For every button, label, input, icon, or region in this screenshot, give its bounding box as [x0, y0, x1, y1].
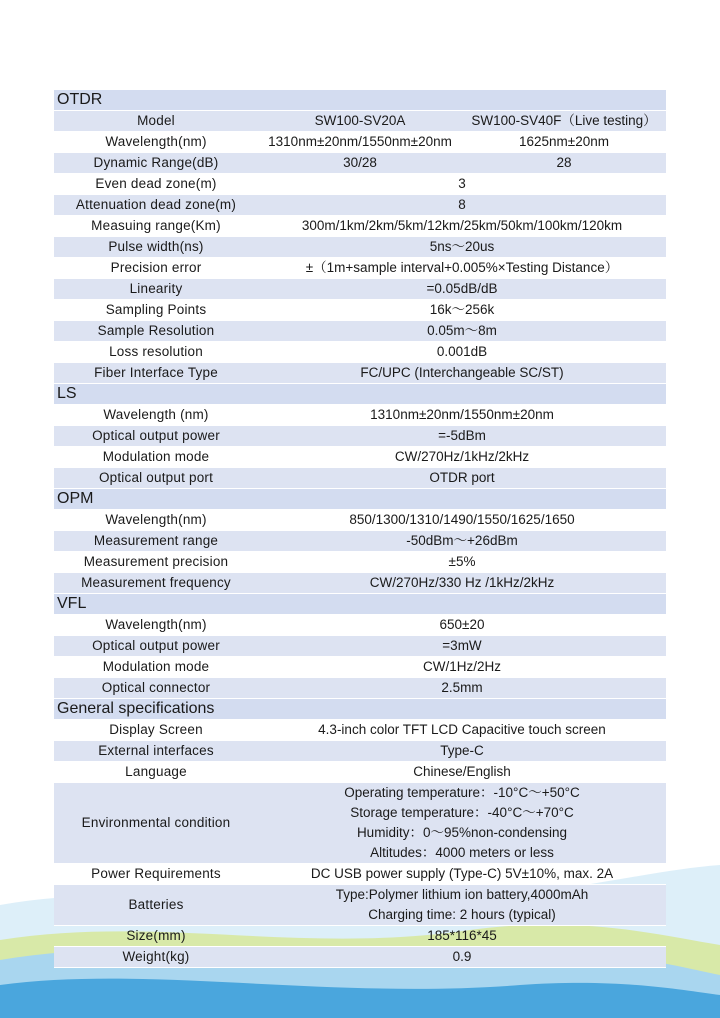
row-value: =3mW	[258, 636, 666, 657]
row-label: Linearity	[54, 279, 258, 300]
row-value: OTDR port	[258, 468, 666, 489]
row-label: Optical output power	[54, 636, 258, 657]
row-value: 0.9	[258, 947, 666, 968]
row-label: Sample Resolution	[54, 321, 258, 342]
row-label: Optical output port	[54, 468, 258, 489]
row-value: 0.001dB	[258, 342, 666, 363]
table-row	[54, 300, 666, 321]
row-label: Environmental condition	[54, 783, 258, 864]
table-row	[54, 678, 666, 699]
row-value: 0.05m～8m	[258, 321, 666, 342]
table-row	[54, 510, 666, 531]
section-title: VFL	[54, 594, 666, 615]
value-line: Charging time: 2 hours (typical)	[368, 907, 556, 922]
row-label: Even dead zone(m)	[54, 174, 258, 195]
row-value: DC USB power supply (Type-C) 5V±10%, max. 2A	[258, 864, 666, 885]
table-row	[54, 447, 666, 468]
row-label: Measuing range(Km)	[54, 216, 258, 237]
table-row	[54, 342, 666, 363]
row-value: 650±20	[258, 615, 666, 636]
table-row	[54, 258, 666, 279]
row-value: CW/270Hz/1kHz/2kHz	[258, 447, 666, 468]
row-value: 5ns～20us	[258, 237, 666, 258]
table-row	[54, 615, 666, 636]
spec-table	[54, 90, 666, 968]
table-row	[54, 405, 666, 426]
row-value: 185*116*45	[258, 926, 666, 947]
row-label: Sampling Points	[54, 300, 258, 321]
row-label: Wavelength(nm)	[54, 132, 258, 153]
row-value: 850/1300/1310/1490/1550/1625/1650	[258, 510, 666, 531]
section-title: LS	[54, 384, 666, 405]
row-value: =-5dBm	[258, 426, 666, 447]
row-value: CW/270Hz/330 Hz /1kHz/2kHz	[258, 573, 666, 594]
section-vfl	[54, 594, 666, 615]
table-row	[54, 237, 666, 258]
value-line: Storage temperature：-40°C～+70°C	[350, 805, 574, 820]
section-ls	[54, 384, 666, 405]
row-label: Weight(kg)	[54, 947, 258, 968]
table-row	[54, 926, 666, 947]
table-row	[54, 111, 666, 132]
row-value: ±5%	[258, 552, 666, 573]
row-label: Optical output power	[54, 426, 258, 447]
row-label: Modulation mode	[54, 657, 258, 678]
row-label: Attenuation dead zone(m)	[54, 195, 258, 216]
row-value-multiline	[258, 885, 666, 926]
table-row	[54, 153, 666, 174]
row-value: SW100-SV20A	[258, 111, 462, 132]
row-label: Wavelength (nm)	[54, 405, 258, 426]
value-line: Humidity：0～95%non-condensing	[356, 825, 568, 840]
table-row	[54, 321, 666, 342]
row-value: FC/UPC (Interchangeable SC/ST)	[258, 363, 666, 384]
section-title: OPM	[54, 489, 666, 510]
table-row	[54, 636, 666, 657]
row-label: Display Screen	[54, 720, 258, 741]
table-row	[54, 279, 666, 300]
row-value: SW100-SV40F（Live testing）	[462, 111, 666, 132]
row-label: External interfaces	[54, 741, 258, 762]
row-label: Power Requirements	[54, 864, 258, 885]
table-row	[54, 132, 666, 153]
row-value: -50dBm～+26dBm	[258, 531, 666, 552]
row-label: Wavelength(nm)	[54, 615, 258, 636]
value-line: Altitudes：4000 meters or less	[370, 845, 554, 860]
row-label: Precision error	[54, 258, 258, 279]
table-row	[54, 426, 666, 447]
row-value: CW/1Hz/2Hz	[258, 657, 666, 678]
row-value: 28	[462, 153, 666, 174]
row-label: Loss resolution	[54, 342, 258, 363]
row-label: Measurement frequency	[54, 573, 258, 594]
row-label: Batteries	[54, 885, 258, 926]
table-row	[54, 195, 666, 216]
table-row	[54, 468, 666, 489]
row-label: Wavelength(nm)	[54, 510, 258, 531]
row-label: Optical connector	[54, 678, 258, 699]
row-value-multiline	[258, 783, 666, 864]
row-value: 1625nm±20nm	[462, 132, 666, 153]
row-value: 4.3-inch color TFT LCD Capacitive touch screen	[258, 720, 666, 741]
row-value: 3	[258, 174, 666, 195]
row-value: =0.05dB/dB	[258, 279, 666, 300]
section-opm	[54, 489, 666, 510]
row-value: Type-C	[258, 741, 666, 762]
table-row	[54, 216, 666, 237]
row-value: 16k～256k	[258, 300, 666, 321]
table-row	[54, 947, 666, 968]
row-label: Size(mm)	[54, 926, 258, 947]
row-value: 30/28	[258, 153, 462, 174]
section-otdr	[54, 90, 666, 111]
table-row	[54, 174, 666, 195]
row-value: 1310nm±20nm/1550nm±20nm	[258, 132, 462, 153]
row-label: Model	[54, 111, 258, 132]
table-row	[54, 363, 666, 384]
table-row	[54, 762, 666, 783]
row-value: 1310nm±20nm/1550nm±20nm	[258, 405, 666, 426]
row-label: Pulse width(ns)	[54, 237, 258, 258]
section-title: OTDR	[54, 90, 666, 111]
table-row	[54, 657, 666, 678]
row-value: 300m/1km/2km/5km/12km/25km/50km/100km/120km	[258, 216, 666, 237]
section-title: General specifications	[54, 699, 666, 720]
row-label: Language	[54, 762, 258, 783]
value-line: Operating temperature：-10°C～+50°C	[344, 785, 580, 800]
table-row	[54, 783, 666, 864]
table-row	[54, 885, 666, 926]
row-value: 8	[258, 195, 666, 216]
value-line: Type:Polymer lithium ion battery,4000mAh	[335, 887, 589, 902]
table-row	[54, 573, 666, 594]
table-row	[54, 552, 666, 573]
row-label: Dynamic Range(dB)	[54, 153, 258, 174]
row-label: Fiber Interface Type	[54, 363, 258, 384]
row-label: Measurement precision	[54, 552, 258, 573]
table-row	[54, 720, 666, 741]
table-row	[54, 741, 666, 762]
row-label: Measurement range	[54, 531, 258, 552]
row-value: Chinese/English	[258, 762, 666, 783]
section-general	[54, 699, 666, 720]
row-value: ±（1m+sample interval+0.005%×Testing Distance）	[258, 258, 666, 279]
table-row	[54, 531, 666, 552]
table-row	[54, 864, 666, 885]
row-label: Modulation mode	[54, 447, 258, 468]
row-value: 2.5mm	[258, 678, 666, 699]
